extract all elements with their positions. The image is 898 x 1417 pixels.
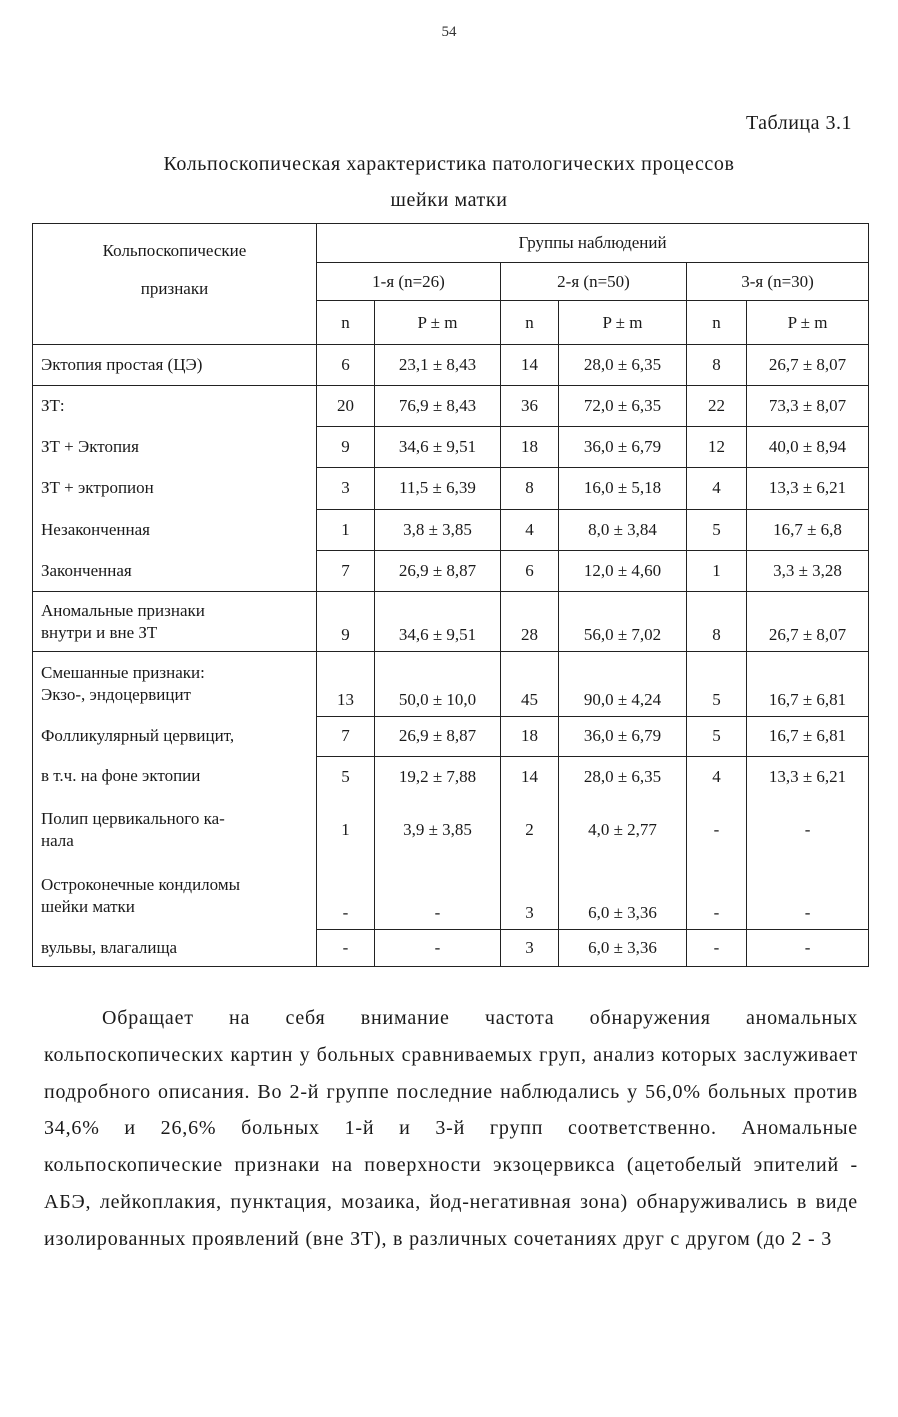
cell-g3-n: 5: [687, 509, 747, 550]
cell-g3-pm: -: [747, 929, 869, 966]
cell-g2-n: 36: [501, 385, 559, 426]
row-label: Незаконченная: [33, 509, 317, 550]
cell-g2-pm: 56,0 ± 7,02: [559, 591, 687, 651]
header-group-3: 3-я (n=30): [687, 263, 869, 301]
cell-g1-n: 20: [317, 385, 375, 426]
cell-g1-pm: 34,6 ± 9,51: [375, 591, 501, 651]
row-label: [33, 591, 317, 651]
cell-g2-pm: 36,0 ± 6,79: [559, 427, 687, 468]
row-label: ЗТ + Эктопия: [33, 427, 317, 468]
cell-g2-n: 6: [501, 550, 559, 591]
cell-g3-n: 4: [687, 756, 747, 796]
cell-g2-pm: 12,0 ± 4,60: [559, 550, 687, 591]
cell-g1-n: 6: [317, 344, 375, 385]
row-label-line-1: Смешанные признаки:: [41, 663, 205, 683]
cell-g2-n: 28: [501, 591, 559, 651]
cell-g1-n: 7: [317, 550, 375, 591]
cell-g3-pm: 26,7 ± 8,07: [747, 344, 869, 385]
table-row: [33, 797, 869, 863]
cell-g3-pm: 40,0 ± 8,94: [747, 427, 869, 468]
header-feature: [33, 224, 317, 345]
cell-g3-pm: 3,3 ± 3,28: [747, 550, 869, 591]
row-label: [33, 797, 317, 863]
cell-g1-pm: 11,5 ± 6,39: [375, 468, 501, 509]
row-label-line-2: шейки матки: [41, 897, 135, 917]
row-label-line-1: Остроконечные кондиломы: [41, 875, 241, 895]
cell-g1-pm: 3,9 ± 3,85: [375, 797, 501, 863]
cell-g1-n: 13: [317, 652, 375, 716]
header-n: n: [501, 301, 559, 344]
cell-g3-pm: -: [747, 797, 869, 863]
table-row: [33, 385, 869, 426]
cell-g2-n: 3: [501, 929, 559, 966]
cell-g2-n: 14: [501, 344, 559, 385]
cell-g1-n: -: [317, 863, 375, 929]
table-row: [33, 863, 869, 929]
cell-g3-n: 5: [687, 716, 747, 756]
cell-g2-n: 2: [501, 797, 559, 863]
cell-g2-n: 3: [501, 863, 559, 929]
cell-g1-pm: 26,9 ± 8,87: [375, 550, 501, 591]
cell-g2-pm: 28,0 ± 6,35: [559, 344, 687, 385]
cell-g1-pm: 26,9 ± 8,87: [375, 716, 501, 756]
cell-g2-pm: 90,0 ± 4,24: [559, 652, 687, 716]
table-caption-line-2: шейки матки: [390, 189, 508, 211]
table-caption-line-1: Кольпоскопическая характеристика патологических процессов: [163, 153, 735, 175]
row-label-line-2: Экзо-, эндоцервицит: [41, 685, 191, 705]
header-feature-line-2: признаки: [140, 279, 209, 298]
cell-g3-n: 4: [687, 468, 747, 509]
cell-g2-n: 4: [501, 509, 559, 550]
row-label: [33, 863, 317, 929]
table-row: [33, 716, 869, 756]
cell-g2-pm: 72,0 ± 6,35: [559, 385, 687, 426]
cell-g1-n: 5: [317, 756, 375, 796]
row-label-line-2: внутри и вне ЗТ: [41, 622, 158, 642]
table-caption: [40, 146, 858, 218]
header-groups: Группы наблюдений: [317, 224, 869, 263]
cell-g1-pm: 34,6 ± 9,51: [375, 427, 501, 468]
cell-g2-pm: 8,0 ± 3,84: [559, 509, 687, 550]
cell-g3-n: -: [687, 797, 747, 863]
row-label: [33, 652, 317, 716]
row-label-line-1: Аномальные признаки: [41, 600, 205, 620]
page-number: 54: [441, 24, 457, 40]
header-n: n: [317, 301, 375, 344]
row-label-line-1: Полип цервикального ка-: [41, 808, 225, 828]
cell-g1-n: 1: [317, 797, 375, 863]
row-label: в т.ч. на фоне эктопии: [33, 756, 317, 796]
cell-g2-pm: 6,0 ± 3,36: [559, 863, 687, 929]
table-row: [33, 929, 869, 966]
cell-g2-n: 18: [501, 427, 559, 468]
cell-g1-pm: -: [375, 929, 501, 966]
table-row: [33, 591, 869, 651]
cell-g2-pm: 36,0 ± 6,79: [559, 716, 687, 756]
cell-g2-n: 14: [501, 756, 559, 796]
header-pm: P ± m: [747, 301, 869, 344]
row-label: Эктопия простая (ЦЭ): [33, 344, 317, 385]
cell-g3-n: 22: [687, 385, 747, 426]
cell-g2-n: 18: [501, 716, 559, 756]
cell-g2-pm: 4,0 ± 2,77: [559, 797, 687, 863]
header-group-1: 1-я (n=26): [317, 263, 501, 301]
cell-g3-n: 1: [687, 550, 747, 591]
row-label: Фолликулярный цервицит,: [33, 716, 317, 756]
cell-g3-n: 5: [687, 652, 747, 716]
header-feature-line-1: Кольпоскопические: [102, 241, 247, 260]
table-row: [33, 652, 869, 716]
cell-g1-pm: 3,8 ± 3,85: [375, 509, 501, 550]
cell-g1-pm: 50,0 ± 10,0: [375, 652, 501, 716]
cell-g1-n: 7: [317, 716, 375, 756]
cell-g3-n: 8: [687, 591, 747, 651]
table-row: [33, 468, 869, 509]
cell-g3-n: -: [687, 929, 747, 966]
cell-g2-pm: 6,0 ± 3,36: [559, 929, 687, 966]
cell-g1-n: -: [317, 929, 375, 966]
row-label: ЗТ:: [33, 385, 317, 426]
cell-g1-pm: 23,1 ± 8,43: [375, 344, 501, 385]
header-pm: P ± m: [559, 301, 687, 344]
cell-g3-pm: 13,3 ± 6,21: [747, 468, 869, 509]
cell-g1-n: 1: [317, 509, 375, 550]
cell-g3-n: 8: [687, 344, 747, 385]
cell-g2-n: 8: [501, 468, 559, 509]
header-n: n: [687, 301, 747, 344]
cell-g2-pm: 28,0 ± 6,35: [559, 756, 687, 796]
table-row: [33, 550, 869, 591]
table-row: [33, 427, 869, 468]
colposcopy-table: [32, 223, 869, 967]
cell-g2-n: 45: [501, 652, 559, 716]
cell-g3-pm: 73,3 ± 8,07: [747, 385, 869, 426]
cell-g1-pm: 19,2 ± 7,88: [375, 756, 501, 796]
header-group-2: 2-я (n=50): [501, 263, 687, 301]
table-label: Таблица 3.1: [745, 112, 852, 134]
cell-g3-pm: 16,7 ± 6,8: [747, 509, 869, 550]
cell-g3-pm: 16,7 ± 6,81: [747, 716, 869, 756]
table-row: [33, 756, 869, 796]
cell-g1-pm: 76,9 ± 8,43: [375, 385, 501, 426]
row-label: ЗТ + эктропион: [33, 468, 317, 509]
cell-g3-n: 12: [687, 427, 747, 468]
row-label: вульвы, влагалища: [33, 929, 317, 966]
table-row: [33, 509, 869, 550]
cell-g1-n: 9: [317, 591, 375, 651]
cell-g1-pm: -: [375, 863, 501, 929]
cell-g3-n: -: [687, 863, 747, 929]
cell-g2-pm: 16,0 ± 5,18: [559, 468, 687, 509]
row-label: Законченная: [33, 550, 317, 591]
table-row: [33, 344, 869, 385]
cell-g1-n: 3: [317, 468, 375, 509]
header-pm: P ± m: [375, 301, 501, 344]
cell-g3-pm: 26,7 ± 8,07: [747, 591, 869, 651]
row-label-line-2: нала: [41, 830, 74, 850]
body-paragraph: Обращает на себя внимание частота обнаружения аномальных кольпоскопических картин у больных сравниваемых груп, анализ которых заслуживает подробного описания. Во 2-й группе последние наблюдались у 56,0% больных против 34,6% и 26,6% больных 1-й и 3-й групп соответственно. Аномальные кольпоскопические признаки на поверхности экзоцервикса (ацетобелый эпителий - АБЭ, лейкоплакия, пунктация, мозаика, йод-негативная зона) обнаруживались в виде изолированных проявлений (вне ЗТ), в различных сочетаниях друг с другом (до 2 - 3: [44, 1007, 858, 1250]
cell-g1-n: 9: [317, 427, 375, 468]
cell-g3-pm: -: [747, 863, 869, 929]
cell-g3-pm: 13,3 ± 6,21: [747, 756, 869, 796]
cell-g3-pm: 16,7 ± 6,81: [747, 652, 869, 716]
